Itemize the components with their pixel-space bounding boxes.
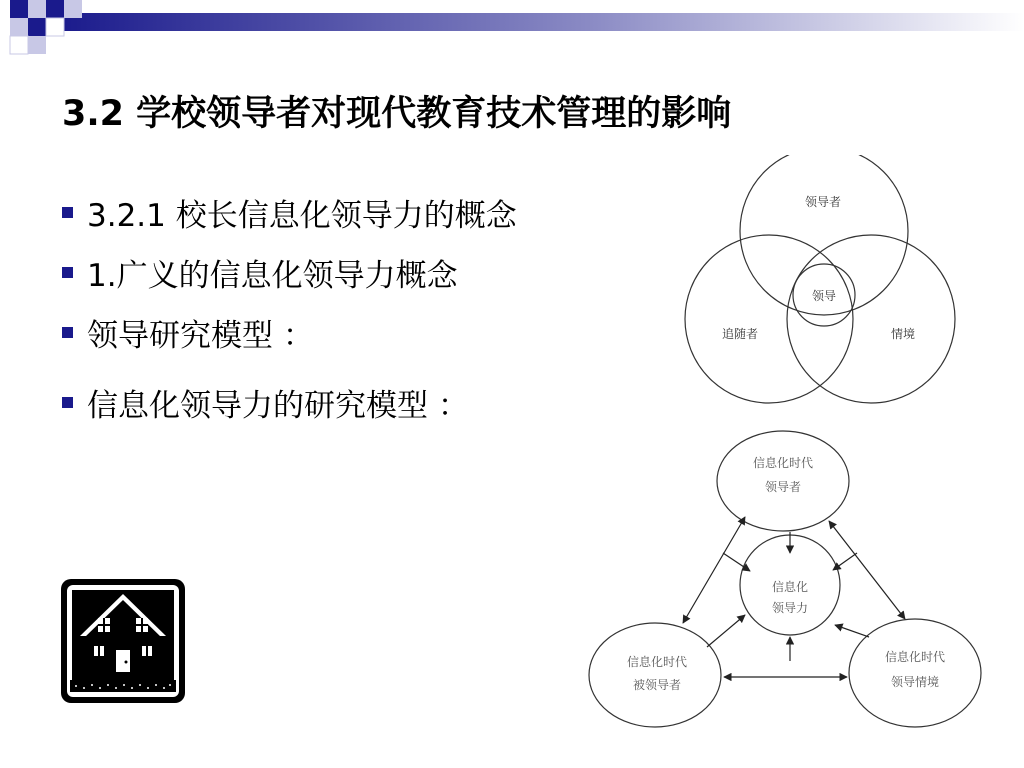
bullet-item	[62, 190, 517, 235]
bullet-item	[62, 250, 458, 295]
model-label-top-1: 信息化时代	[752, 456, 814, 470]
model-label-top-2: 领导者	[764, 480, 802, 494]
venn-label-left: 追随者	[721, 327, 759, 341]
arrow-inner-leftdown	[707, 615, 745, 647]
bullet-text: 3.2.1 校长信息化领导力的概念	[87, 198, 517, 234]
leadership-venn-diagram	[684, 155, 964, 405]
model-label-right-2: 领导情境	[890, 675, 940, 689]
bullet-text: 1.广义的信息化领导力概念	[87, 258, 458, 294]
venn-label-top: 领导者	[804, 195, 842, 209]
arrow-top-left	[683, 517, 745, 623]
bullet-text: 领导研究模型 ：	[87, 318, 314, 354]
model-label-center-1: 信息化	[771, 580, 809, 594]
model-label-left-1: 信息化时代	[626, 655, 688, 669]
model-label-left-2: 被领导者	[632, 678, 682, 692]
bullet-marker	[62, 327, 73, 338]
house-icon	[58, 576, 188, 706]
model-label-right-1: 信息化时代	[884, 650, 946, 664]
model-label-center-2: 领导力	[771, 601, 809, 615]
informatization-leadership-model	[585, 425, 985, 730]
bullet-item	[62, 310, 314, 355]
venn-label-center: 领导	[811, 289, 837, 303]
venn-label-right: 情境	[890, 327, 916, 341]
venn-circle-follower	[685, 235, 853, 403]
arrow-inner-rightdown	[835, 625, 869, 637]
bullet-marker	[62, 267, 73, 278]
venn-circle-situation	[787, 235, 955, 403]
bullet-item	[62, 380, 469, 425]
header-decoration	[0, 0, 1024, 60]
arrow-inner-rightup	[833, 553, 857, 570]
bullet-marker	[62, 397, 73, 408]
bullet-text: 信息化领导力的研究模型 ：	[87, 388, 469, 424]
model-node-follower	[589, 623, 721, 727]
arrow-top-right	[829, 521, 905, 619]
bullet-marker	[62, 207, 73, 218]
slide-title: 3.2 学校领导者对现代教育技术管理的影响	[62, 94, 732, 134]
model-node-situation	[849, 619, 981, 727]
